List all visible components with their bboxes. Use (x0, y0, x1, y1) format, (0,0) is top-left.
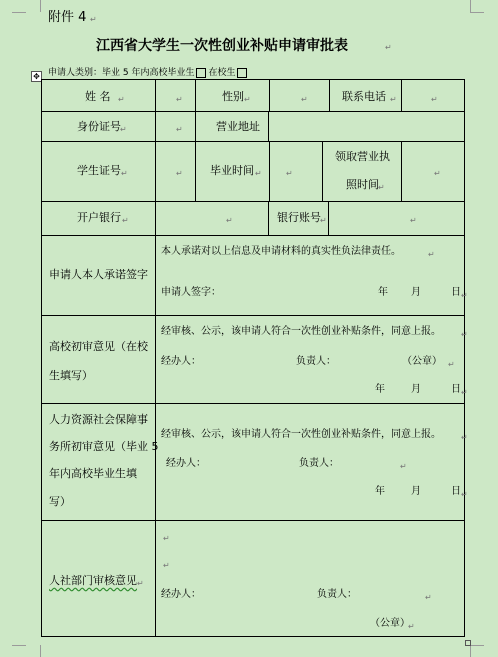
label-gender: 性别 (222, 90, 244, 103)
para-mark: ↵ (90, 15, 97, 24)
label-business-address: 营业地址 (216, 120, 260, 133)
page-corner-bottom-right-h (470, 645, 484, 646)
para-mark: ↵ (410, 216, 417, 225)
para-mark: ↵ (163, 561, 170, 570)
row-line (41, 520, 465, 521)
field-business-address[interactable] (269, 112, 464, 140)
field-graduation-time[interactable] (270, 142, 321, 200)
label-final-review: 人社部门审核意见 (49, 574, 137, 587)
page-corner-bottom-left (26, 645, 41, 657)
checkbox-graduate[interactable] (196, 68, 206, 78)
field-bank[interactable] (156, 202, 267, 234)
para-mark: ↵ (176, 169, 183, 178)
para-mark: ↵ (244, 95, 251, 104)
table-resize-handle-icon[interactable] (465, 640, 471, 646)
para-mark: ↵ (461, 388, 468, 397)
col-line (155, 235, 156, 637)
page-corner-top-right-h (470, 12, 484, 13)
para-mark: ↵ (255, 169, 262, 178)
hr-review-text: 经审核、公示，该申请人符合一次性创业补贴条件，同意上报。 (161, 429, 441, 440)
applicant-type-label: 申请人类别： (48, 68, 103, 78)
school-seal-label: （公章） (402, 356, 442, 367)
row-line (41, 403, 465, 404)
col-line (322, 141, 323, 201)
col-line (268, 201, 269, 235)
col-line (329, 79, 330, 111)
para-mark: ↵ (408, 622, 415, 631)
hr-day-label: 日 (451, 486, 461, 497)
page-corner-top-right (470, 0, 485, 12)
para-mark: ↵ (226, 216, 233, 225)
para-mark: ↵ (434, 169, 441, 178)
label-id-number: 身份证号 (77, 120, 121, 133)
final-leader-label: 负责人： (317, 589, 357, 600)
para-mark: ↵ (461, 291, 468, 300)
school-leader-label: 负责人： (296, 356, 336, 367)
field-student-id[interactable] (156, 142, 194, 200)
label-school-review-1: 高校初审意见（在校 (49, 340, 148, 353)
para-mark: ↵ (448, 360, 455, 369)
para-mark: ↵ (385, 43, 392, 52)
para-mark: ↵ (461, 433, 468, 442)
school-month-label: 月 (411, 384, 421, 395)
day-label: 日 (451, 287, 461, 298)
para-mark: ↵ (428, 250, 435, 259)
para-mark: ↵ (163, 534, 170, 543)
field-name[interactable] (156, 80, 194, 110)
table-move-handle-icon[interactable]: ✥ (31, 71, 42, 82)
para-mark: ↵ (120, 125, 127, 134)
final-handler-label: 经办人： (161, 589, 201, 600)
final-seal-label: （公章） (370, 618, 410, 629)
label-license-time-2: 照时间 (346, 178, 379, 191)
school-day-label: 日 (451, 384, 461, 395)
label-applicant-signature: 申请人本人承诺签字 (49, 268, 148, 281)
para-mark: ↵ (301, 95, 308, 104)
field-gender[interactable] (270, 80, 328, 110)
school-year-label: 年 (375, 384, 385, 395)
row-line (41, 235, 465, 236)
checkbox-student[interactable] (237, 68, 247, 78)
applicant-type-opt2: 在校生 (208, 68, 236, 78)
label-hr-review-4: 写） (49, 495, 71, 508)
label-school-review-2: 生填写） (49, 369, 93, 382)
para-mark: ↵ (176, 125, 183, 134)
para-mark: ↵ (320, 216, 327, 225)
label-hr-review-3: 年内高校毕业生填 (49, 467, 137, 480)
para-mark: ↵ (431, 95, 438, 104)
school-review-text: 经审核、公示，该申请人符合一次性创业补贴条件，同意上报。 (161, 326, 441, 337)
label-graduation-time: 毕业时间 (210, 164, 254, 177)
page-corner-top-left-h (12, 12, 26, 13)
page-corner-bottom-left-h (12, 645, 26, 646)
para-mark: ↵ (425, 593, 432, 602)
para-mark: ↵ (122, 216, 129, 225)
month-label: 月 (411, 287, 421, 298)
field-license-time[interactable] (402, 142, 464, 200)
hr-leader-label: 负责人： (299, 458, 339, 469)
para-mark: ↵ (118, 95, 125, 104)
field-id-number[interactable] (156, 112, 194, 140)
para-mark: ↵ (390, 95, 397, 104)
page-corner-top-left (26, 0, 41, 12)
row-line (41, 315, 465, 316)
label-hr-review-1: 人力资源社会保障事 (49, 413, 148, 426)
para-mark: ↵ (378, 183, 385, 192)
para-mark: ↵ (176, 95, 183, 104)
page-corner-bottom-right (470, 645, 485, 657)
label-phone: 联系电话 (342, 90, 386, 103)
para-mark: ↵ (461, 330, 468, 339)
hr-month-label: 月 (411, 486, 421, 497)
para-mark: ↵ (400, 462, 407, 471)
para-mark: ↵ (286, 169, 293, 178)
label-student-id: 学生证号 (77, 164, 121, 177)
label-hr-review-2: 务所初审意见（毕业 5 (49, 440, 159, 453)
hr-year-label: 年 (375, 486, 385, 497)
para-mark: ↵ (461, 490, 468, 499)
para-mark: ↵ (137, 579, 144, 588)
school-handler-label: 经办人： (161, 356, 201, 367)
label-account: 银行账号 (277, 211, 321, 224)
label-name: 姓 名 (85, 90, 111, 103)
year-label: 年 (378, 287, 388, 298)
applicant-type-opt1: 毕业 5 年内高校毕业生 (102, 68, 195, 78)
pledge-text: 本人承诺对以上信息及申请材料的真实性负法律责任。 (161, 246, 401, 257)
label-bank: 开户银行 (77, 211, 121, 224)
applicant-sign-label: 申请人签字： (161, 287, 221, 298)
hr-handler-label: 经办人： (166, 458, 206, 469)
attachment-label: 附件 4 (48, 10, 87, 25)
document-title: 江西省大学生一次性创业补贴申请审批表 (96, 38, 348, 54)
col-line (195, 79, 196, 201)
field-account[interactable] (329, 202, 464, 234)
applicant-type-line (48, 66, 249, 80)
para-mark: ↵ (121, 169, 128, 178)
label-license-time-1: 领取营业执 (335, 150, 390, 163)
